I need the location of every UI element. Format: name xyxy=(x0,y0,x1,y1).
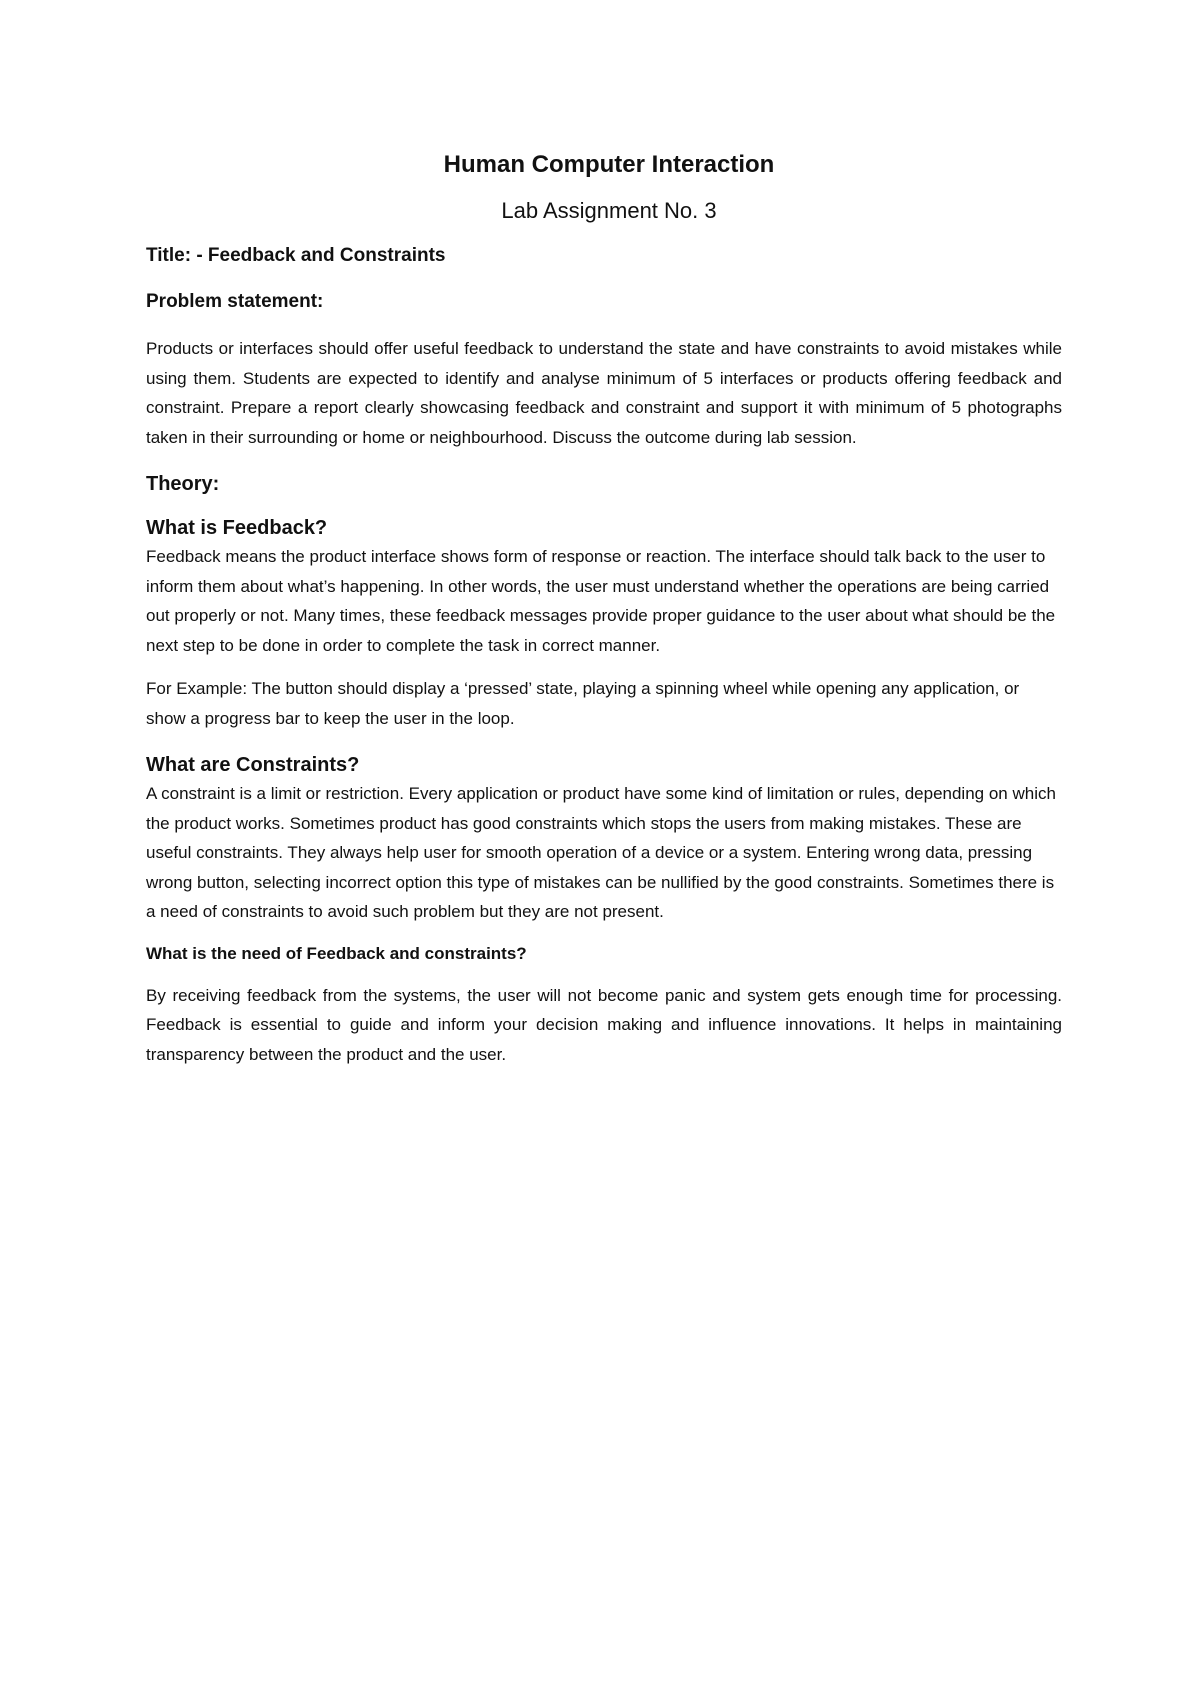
document-body xyxy=(146,148,1062,1083)
document-subtitle: Lab Assignment No. 3 xyxy=(501,198,717,223)
problem-statement-heading: Problem statement: xyxy=(146,291,324,312)
constraints-text: A constraint is a limit or restriction. Every application or product have some kind of limitation or rules, depending on which the product works. Sometimes product has good constraints which stops the users from making mistakes. These are useful constraints. They always help user for smooth operation of a device or a system. Entering wrong data, pressing wrong button, selecting incorrect option this type of mistakes can be nullified by the good constraints. Sometimes there is a need of constraints to avoid such problem but they are not present. xyxy=(146,784,1056,921)
feedback-text: Feedback means the product interface shows form of response or reaction. The interface should talk back to the user to inform them about what’s happening. In other words, the user must understand whether the operations are being carried out properly or not. Many times, these feedback messages provide proper guidance to the user about what should be the next step to be done in order to complete the task in correct manner. xyxy=(146,547,1056,655)
assignment-title: Title: - Feedback and Constraints xyxy=(146,245,446,266)
feedback-example-text: For Example: The button should display a ‘pressed’ state, playing a spinning wheel while opening any application, or show a progress bar to keep the user in the loop. xyxy=(146,679,1020,728)
need-text: By receiving feedback from the systems, the user will not become panic and system gets enough time for processing. Feedback is essential to guide and inform your decision making and influence innovations. It helps in maintaining transparency between the product and the user. xyxy=(146,985,1062,1064)
feedback-heading: What is Feedback? xyxy=(146,517,328,539)
theory-heading: Theory: xyxy=(146,473,220,495)
need-heading: What is the need of Feedback and constraints? xyxy=(146,943,527,963)
document-title: Human Computer Interaction xyxy=(443,151,775,178)
constraints-heading: What are Constraints? xyxy=(146,754,360,776)
problem-statement-text: Products or interfaces should offer useful feedback to understand the state and have constraints to avoid mistakes while using them. Students are expected to identify and analyse minimum of 5 interfaces or products offering feedback and constraint. Prepare a report clearly showcasing feedback and constraint and support it with minimum of 5 photographs taken in their surrounding or home or neighbourhood. Discuss the outcome during lab session. xyxy=(146,339,1062,447)
